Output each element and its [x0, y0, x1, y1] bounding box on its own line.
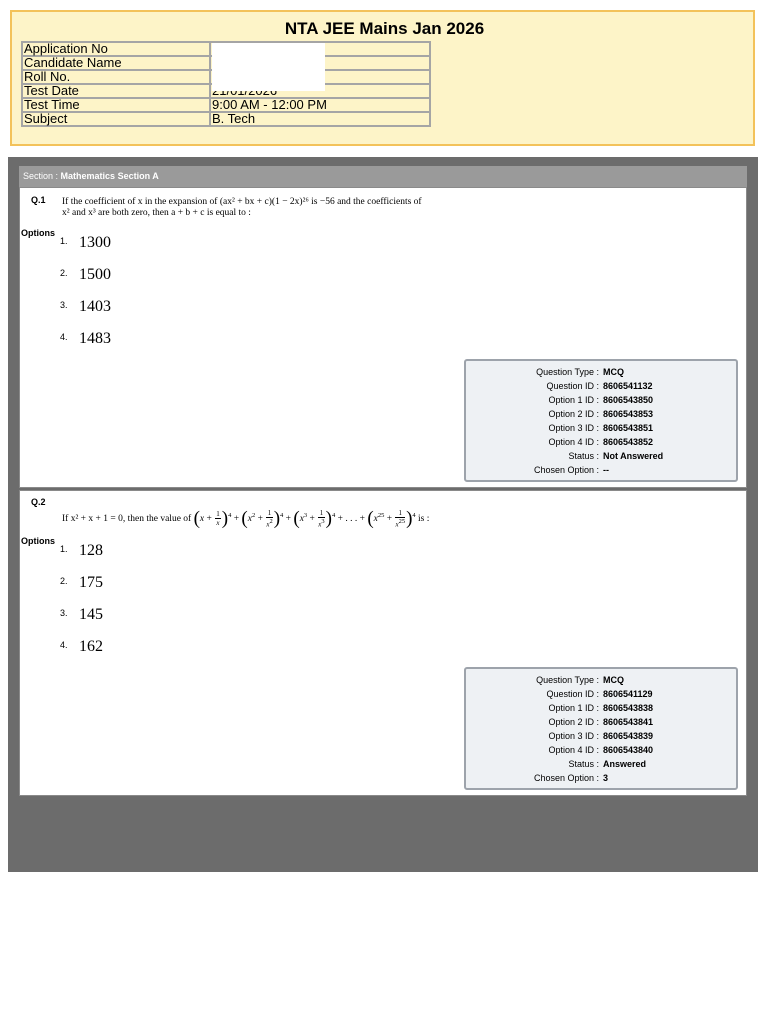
info-value: 8606541129 — [603, 689, 653, 699]
info-label: Question Type : — [536, 367, 599, 377]
info-value: 8606543841 — [603, 717, 654, 727]
info-label: Option 3 ID : — [548, 731, 599, 741]
question-number: Q.2 — [31, 497, 46, 507]
option-number: 2. — [60, 576, 68, 586]
info-label: Option 3 ID : — [548, 423, 599, 433]
info-row-subject — [22, 112, 430, 126]
option-number: 1. — [60, 544, 68, 554]
info-value: 3 — [603, 773, 609, 783]
exam-title: NTA JEE Mains Jan 2026 — [284, 19, 485, 38]
section-name: Mathematics Section A — [60, 171, 159, 181]
info-label: Option 2 ID : — [548, 409, 599, 419]
info-label: Question ID : — [546, 381, 599, 391]
info-value: B. Tech — [210, 112, 430, 126]
info-value: 8606543852 — [603, 437, 654, 447]
option-number: 4. — [60, 332, 68, 342]
question-text-line: If the coefficient of x in the expansion of (ax² + bx + c)(1 − 2x)²⁶ is −56 and the coefficients of — [62, 197, 422, 207]
options-label: Options — [21, 228, 55, 238]
info-label: Option 1 ID : — [548, 703, 599, 713]
fraction: $\frac{1}{x^2}$ — [266, 509, 273, 529]
option-value: 145 — [79, 606, 103, 623]
info-value: 8606543850 — [603, 395, 654, 405]
info-row — [466, 407, 736, 421]
option-number: 2. — [60, 268, 68, 278]
info-label: Status : — [568, 759, 599, 769]
info-row — [466, 771, 736, 785]
fraction: $\frac{1}{x^{25}}$ — [395, 509, 406, 529]
option-value: 175 — [79, 574, 103, 591]
info-value: MCQ — [603, 367, 624, 377]
info-row — [466, 757, 736, 771]
option-number: 3. — [60, 608, 68, 618]
option-number: 3. — [60, 300, 68, 310]
info-row — [466, 687, 736, 701]
option-number: 4. — [60, 640, 68, 650]
section-header — [19, 166, 747, 187]
info-label: Roll No. — [22, 70, 210, 84]
info-row — [466, 421, 736, 435]
info-value: 8606543838 — [603, 703, 654, 713]
info-row — [466, 365, 736, 379]
question-info-box — [464, 667, 738, 790]
options-label: Options — [21, 536, 55, 546]
info-value: 8606541132 — [603, 381, 653, 391]
info-label: Option 1 ID : — [548, 395, 599, 405]
info-value: 9:00 AM - 12:00 PM — [210, 98, 430, 112]
info-label: Chosen Option : — [533, 773, 599, 783]
info-label: Application No — [22, 42, 210, 56]
section-panel — [8, 157, 758, 872]
info-row — [466, 463, 736, 477]
info-label: Option 4 ID : — [548, 745, 599, 755]
question-info-box — [464, 359, 738, 482]
info-value: 8606543853 — [603, 409, 654, 419]
option-number: 1. — [60, 236, 68, 246]
info-value: 8606543840 — [603, 745, 654, 755]
info-row — [466, 393, 736, 407]
info-label: Question Type : — [536, 675, 599, 685]
option-value: 1500 — [79, 266, 111, 283]
info-label: Subject — [22, 112, 210, 126]
question-text-prefix: If x² + x + 1 = 0, then the value of — [62, 514, 192, 525]
info-label: Test Time — [22, 98, 210, 112]
info-label: Chosen Option : — [533, 465, 599, 475]
info-row — [466, 673, 736, 687]
question-number: Q.1 — [31, 195, 46, 205]
option-value: 1403 — [79, 298, 111, 315]
info-label: Candidate Name — [22, 56, 210, 70]
question-card — [19, 187, 747, 488]
info-label: Test Date — [22, 84, 210, 98]
info-row — [466, 715, 736, 729]
info-value: Not Answered — [603, 451, 664, 461]
info-label: Status : — [568, 451, 599, 461]
info-label: Option 4 ID : — [548, 437, 599, 447]
fraction: $\frac{1}{x}$ — [216, 510, 220, 528]
info-row-test-time — [22, 98, 430, 112]
info-value: Answered — [603, 759, 647, 769]
info-row — [466, 435, 736, 449]
option-value: 1483 — [79, 330, 111, 347]
option-value: 128 — [79, 542, 103, 559]
info-value: 8606543839 — [603, 731, 654, 741]
question-text: If x² + x + 1 = 0, then the value of (x + $\frac{1}{x}$ )$^4 + (x^2$ + $\frac{1}{x^2}$ )$^4 + (x^3$ + $\frac{1}{x^3}$ )$^4$ + . . . + ($x^{25}$ + $\frac{1}{x^{25}}$ )$^4$ is : — [62, 507, 430, 529]
option-value: 162 — [79, 638, 103, 655]
question-text-line: x² and x³ are both zero, then a + b + c is equal to : — [62, 208, 251, 218]
info-row — [466, 729, 736, 743]
fraction: $\frac{1}{x^3}$ — [318, 509, 325, 529]
info-row — [466, 701, 736, 715]
info-value: -- — [603, 465, 609, 475]
info-label: Question ID : — [546, 689, 599, 699]
question-card — [19, 490, 747, 796]
info-value: 8606543851 — [603, 423, 654, 433]
info-label: Option 2 ID : — [548, 717, 599, 727]
redaction-block — [212, 43, 325, 91]
info-row — [466, 743, 736, 757]
info-value: MCQ — [603, 675, 624, 685]
option-value: 1300 — [79, 234, 111, 251]
question-text-suffix: is : — [418, 514, 430, 525]
info-row — [466, 379, 736, 393]
section-prefix: Section : — [23, 171, 59, 181]
candidate-header — [10, 10, 755, 146]
info-row — [466, 449, 736, 463]
